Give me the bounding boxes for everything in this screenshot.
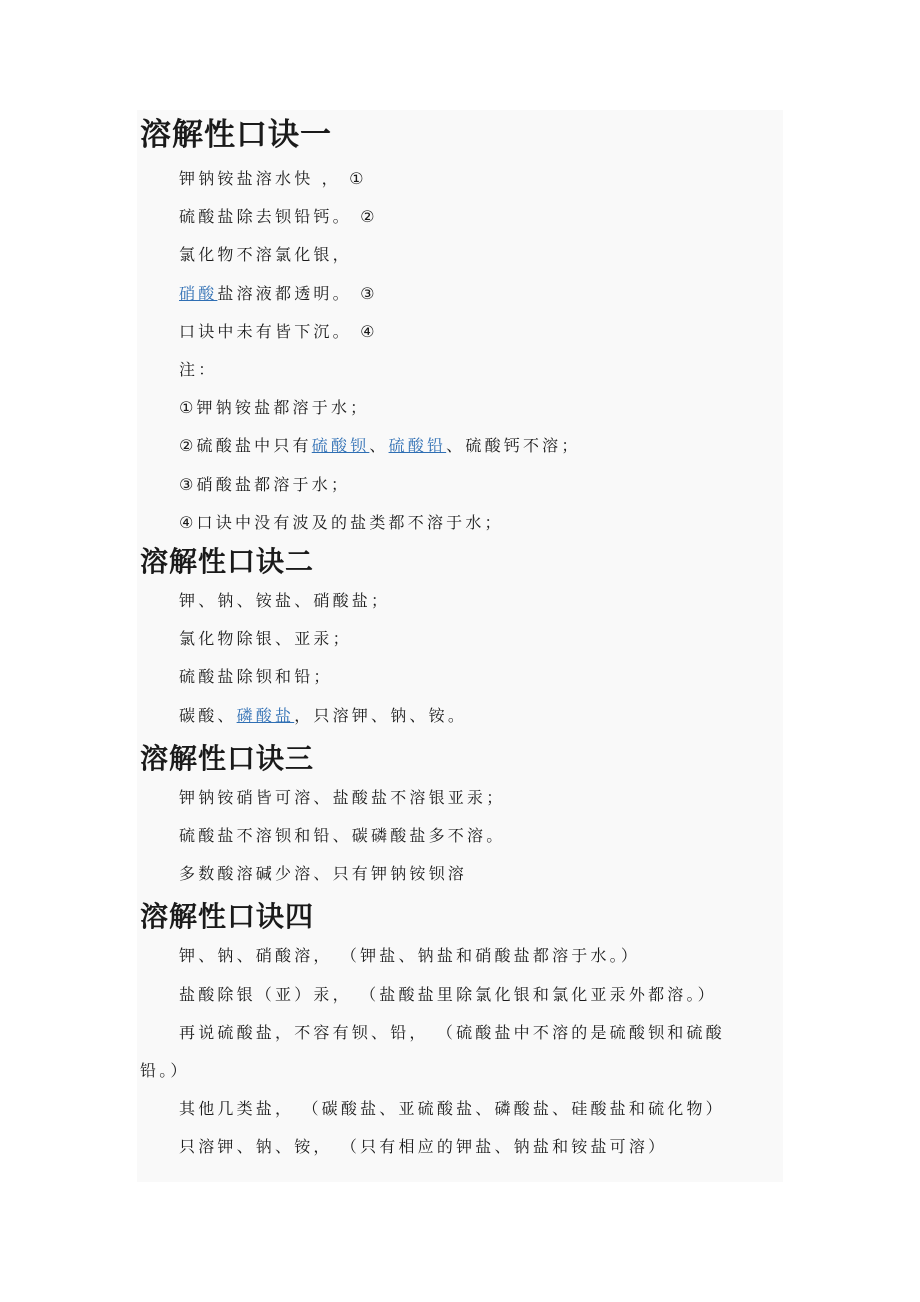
text-line-continued xyxy=(140,1052,770,1090)
text-line: 硫酸盐不溶钡和铅、碳磷酸盐多不溶。 xyxy=(179,826,506,846)
section-title-4: 溶解性口诀四 xyxy=(140,900,315,934)
text-line xyxy=(140,427,770,465)
text-segment: ，只溶钾、钠、铵。 xyxy=(294,705,468,725)
link-barium-sulfate[interactable]: 硫酸钡 xyxy=(311,436,370,456)
section-title-2: 溶解性口诀二 xyxy=(140,545,315,579)
link-lead-sulfate[interactable]: 硫酸铅 xyxy=(388,436,447,456)
text-segment: 、 xyxy=(369,436,389,456)
text-line: 钾钠铵硝皆可溶、盐酸盐不溶银亚汞； xyxy=(179,787,506,807)
text-segment: ②硫酸盐中只有 xyxy=(179,436,312,456)
section-title-3: 溶解性口诀三 xyxy=(140,741,315,775)
text-line: ①钾钠铵盐都溶于水； xyxy=(179,398,370,418)
text-line: 硫酸盐除钡和铅； xyxy=(179,667,333,687)
text-line: 再说硫酸盐，不容有钡、铅， （硫酸盐中不溶的是硫酸钡和硫酸 xyxy=(179,1022,725,1042)
text-line: 钾、钠、硝酸溶， （钾盐、钠盐和硝酸盐都溶于水。） xyxy=(179,946,641,966)
text-segment: 、硫酸钙不溶； xyxy=(446,436,581,456)
text-line: 钾钠铵盐溶水快 ， ① xyxy=(179,169,367,188)
text-line: 盐酸除银（亚）汞， （盐酸盐里除氯化银和氯化亚汞外都溶。） xyxy=(179,984,717,1004)
text-line: 其他几类盐， （碳酸盐、亚硫酸盐、磷酸盐、硅酸盐和硫化物） xyxy=(179,1099,725,1119)
link-phosphate[interactable]: 磷酸盐 xyxy=(236,705,295,725)
text-line: 注： xyxy=(179,360,218,380)
text-line: 氯化物除银、亚汞； xyxy=(179,629,352,649)
text-line: 硫酸盐除去钡铅钙。 ② xyxy=(179,207,378,227)
text-segment: 盐溶液都透明。 ③ xyxy=(217,283,378,303)
document-body xyxy=(140,110,770,1167)
text-segment: 碳酸、 xyxy=(179,705,237,725)
text-segment: 铅。） xyxy=(140,1061,190,1081)
link-nitric-acid[interactable]: 硝酸 xyxy=(179,283,218,303)
text-line: ④口诀中没有波及的盐类都不溶于水； xyxy=(179,512,504,532)
text-line xyxy=(140,697,770,735)
text-line: 口诀中未有皆下沉。 ④ xyxy=(179,321,378,341)
text-line: 氯化物不溶氯化银， xyxy=(179,245,352,265)
text-line: 钾、钠、铵盐、硝酸盐； xyxy=(179,591,391,611)
text-line: 只溶钾、钠、铵， （只有相应的钾盐、钠盐和铵盐可溶） xyxy=(179,1137,668,1157)
text-line xyxy=(140,275,770,313)
section-title-1: 溶解性口诀一 xyxy=(140,117,332,153)
text-line: 多数酸溶碱少溶、只有钾钠铵钡溶 xyxy=(179,864,468,884)
text-line: ③硝酸盐都溶于水； xyxy=(179,474,351,494)
